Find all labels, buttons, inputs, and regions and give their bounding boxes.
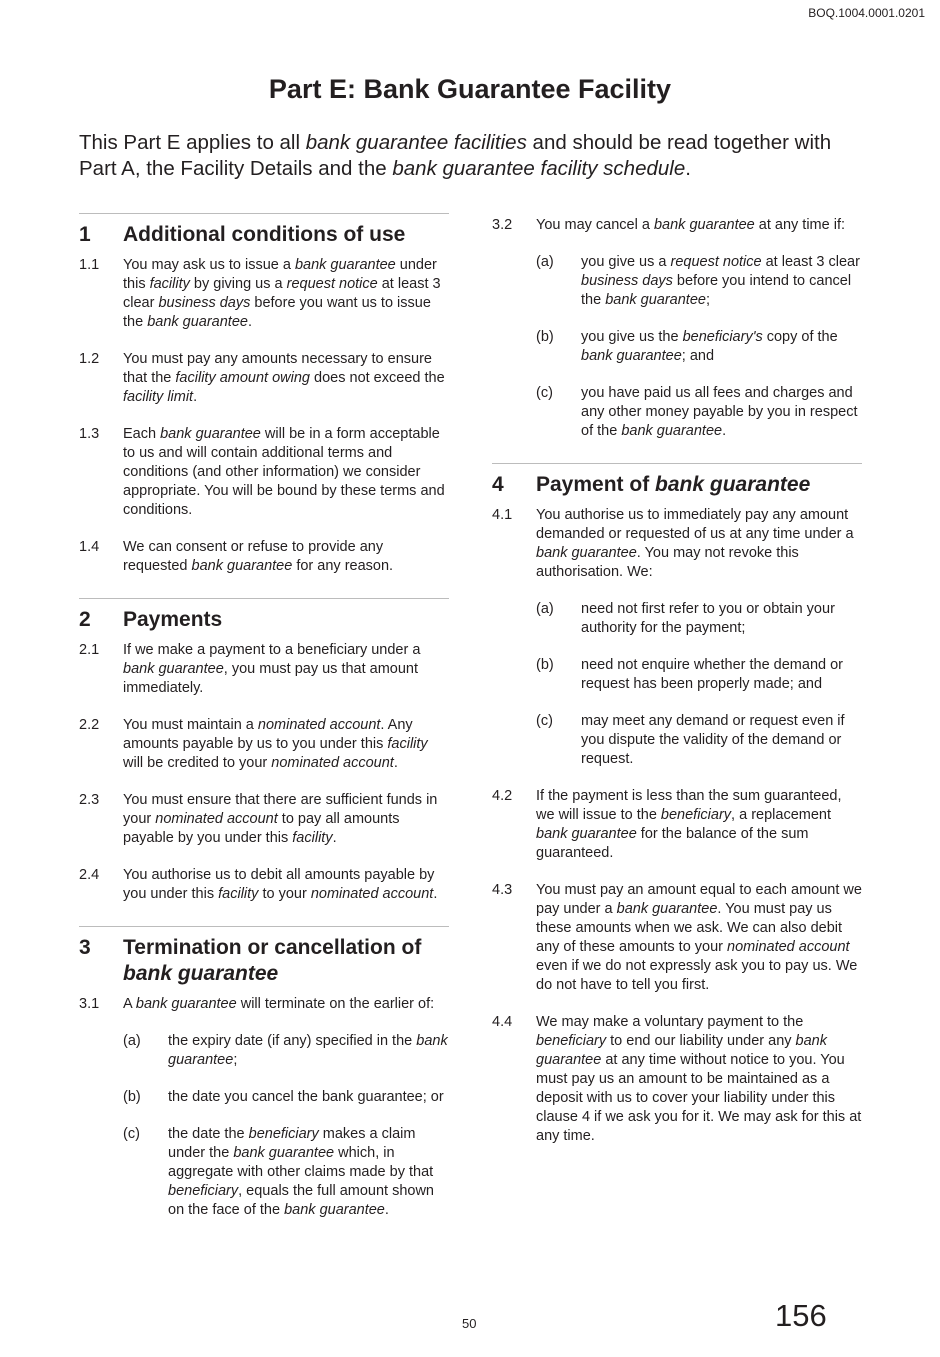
- clause-text: You authorise us to debit all amounts payable by you under this facility to your nominated account.: [123, 867, 438, 902]
- clause: [79, 716, 449, 773]
- sub-clause-label: (a): [123, 1033, 141, 1049]
- clause-body: [123, 425, 449, 520]
- right-column: [492, 216, 862, 1164]
- clause-text: You must ensure that there are sufficient funds in your nominated account to pay all amounts payable by you under this facility.: [123, 792, 438, 846]
- clause-number: 4.2: [492, 788, 513, 804]
- clause-number: 2.2: [79, 717, 100, 733]
- section-title: Additional conditions of use: [123, 223, 406, 246]
- section-heading: [79, 222, 449, 248]
- clause: [79, 350, 449, 407]
- intro-paragraph: This Part E applies to all bank guarantee facilities and should be read together with Part A, the Facility Details and the bank guarantee facility schedule.: [79, 131, 832, 180]
- clause-body: [123, 350, 449, 407]
- clause-text: You must pay an amount equal to each amount we pay under a bank guarantee. You must pay us these amounts when we ask. We can also debit any of these amounts to your nominated account even if we do not expressly ask you to pay us. We do not have to tell you first.: [536, 882, 862, 993]
- section-3: [79, 926, 449, 1220]
- clause-text: We may make a voluntary payment to the beneficiary to end our liability under any bank guarantee at any time without notice to you. You must pay us an amount to be maintained as a deposit with us to cover your liability under this clause 4 if we ask you for it. We may ask for this at any time.: [536, 1014, 862, 1144]
- document-id: BOQ.1004.0001.0201: [808, 6, 925, 20]
- clause-number: 3.2: [492, 217, 513, 233]
- sub-clause-label: (c): [536, 713, 553, 729]
- section-number: 2: [79, 608, 91, 631]
- clause-number: 4.1: [492, 507, 513, 523]
- clause: [79, 538, 449, 576]
- sub-clause: [536, 712, 862, 769]
- clause-body: [123, 995, 449, 1220]
- clause-number: 1.2: [79, 351, 100, 367]
- clause-text: You must maintain a nominated account. Any amounts payable by us to you under this facility will be credited to your nominated account.: [123, 717, 428, 771]
- sub-clause: [536, 656, 862, 694]
- clause-body: [123, 641, 449, 698]
- clause-number: 1.1: [79, 257, 100, 273]
- sub-clause-text: need not first refer to you or obtain your authority for the payment;: [581, 601, 835, 636]
- clause-text: A bank guarantee will terminate on the earlier of:: [123, 996, 435, 1012]
- clause: [79, 641, 449, 698]
- clause-number: 2.4: [79, 867, 100, 883]
- sub-clause: [536, 328, 862, 366]
- sub-clause-label: (b): [536, 329, 554, 345]
- page-title: Part E: Bank Guarantee Facility: [268, 74, 672, 104]
- clause-body: [123, 791, 449, 848]
- sub-clause-text: the expiry date (if any) specified in the bank guarantee;: [168, 1033, 448, 1068]
- clause-body: [123, 866, 449, 904]
- sub-clause-text: you give us a request notice at least 3 clear business days before you intend to cancel the bank guarantee;: [581, 254, 860, 308]
- sub-clause: [123, 1125, 449, 1220]
- section-number: 1: [79, 223, 91, 246]
- clause-number: 4.3: [492, 882, 513, 898]
- section-title: Termination or cancellation of bank guarantee: [123, 936, 422, 985]
- clause: [492, 1013, 862, 1146]
- left-column: [79, 213, 449, 1238]
- sub-clause-text: you give us the beneficiary's copy of the bank guarantee; and: [581, 329, 838, 364]
- clause-number: 1.4: [79, 539, 100, 555]
- clause-text: If we make a payment to a beneficiary under a bank guarantee, you must pay us that amount immediately.: [123, 642, 421, 696]
- section-2: [79, 598, 449, 904]
- clause-text: You authorise us to immediately pay any amount demanded or requested of us at any time under a bank guarantee. You may not revoke this authorisation. We:: [536, 507, 854, 580]
- clause-body: [123, 256, 449, 332]
- clause-text: You may ask us to issue a bank guarantee under this facility by giving us a request notice at least 3 clear business days before you want us to issue the bank guarantee.: [123, 257, 441, 330]
- clause-text: We can consent or refuse to provide any requested bank guarantee for any reason.: [123, 539, 394, 574]
- section-title: Payment of bank guarantee: [536, 473, 811, 496]
- sub-clause-label: (a): [536, 254, 554, 270]
- clause-body: [536, 506, 862, 769]
- section-heading: [79, 935, 449, 987]
- sub-clause-label: (c): [536, 385, 553, 401]
- sub-clause-label: (a): [536, 601, 554, 617]
- clause-text: Each bank guarantee will be in a form acceptable to us and will contain additional terms and conditions (and other information) we consider appropriate. You will be bound by these terms and conditions.: [123, 426, 445, 518]
- sub-clause-label: (c): [123, 1126, 140, 1142]
- clause-number: 2.3: [79, 792, 100, 808]
- clause-number: 3.1: [79, 996, 100, 1012]
- clause-text: You may cancel a bank guarantee at any time if:: [536, 217, 846, 233]
- section-heading: [79, 607, 449, 633]
- clause: [492, 506, 862, 769]
- page-number: 50: [462, 1316, 477, 1331]
- clause-text: You must pay any amounts necessary to ensure that the facility amount owing does not exceed the facility limit.: [123, 351, 445, 405]
- clause: [492, 787, 862, 863]
- section-number: 4: [492, 473, 504, 496]
- sub-clause-label: (b): [123, 1089, 141, 1105]
- section-number: 3: [79, 936, 91, 959]
- sub-clause: [123, 1088, 449, 1107]
- clause: [79, 425, 449, 520]
- clause: [492, 881, 862, 995]
- sub-clause-text: may meet any demand or request even if you dispute the validity of the demand or request.: [581, 713, 845, 767]
- clause: [79, 866, 449, 904]
- sub-clause-text: need not enquire whether the demand or request has been properly made; and: [581, 657, 843, 692]
- clause-body: [536, 1013, 862, 1146]
- stamp-number: 156: [775, 1298, 827, 1333]
- sub-clause: [536, 253, 862, 310]
- clause: [79, 256, 449, 332]
- sub-clause: [123, 1032, 449, 1070]
- clause-number: 2.1: [79, 642, 100, 658]
- clause-body: [536, 881, 862, 995]
- clause-body: [536, 216, 862, 441]
- clause: [79, 791, 449, 848]
- clause-text: If the payment is less than the sum guaranteed, we will issue to the beneficiary, a replacement bank guarantee for the balance of the sum guaranteed.: [536, 788, 842, 861]
- section-4: [492, 463, 862, 1146]
- sub-clause-label: (b): [536, 657, 554, 673]
- clause-number: 1.3: [79, 426, 100, 442]
- section-heading: [492, 472, 862, 498]
- section-title: Payments: [123, 608, 223, 631]
- clause-body: [123, 716, 449, 773]
- sub-clause: [536, 384, 862, 441]
- sub-clause-text: you have paid us all fees and charges and any other money payable by you in respect of the bank guarantee.: [581, 385, 858, 439]
- sub-clause-text: the date the beneficiary makes a claim under the bank guarantee which, in aggregate with other claims made by that beneficiary, equals the full amount shown on the face of the bank guarantee.: [168, 1126, 434, 1218]
- clause: [492, 216, 862, 441]
- clause: [79, 995, 449, 1220]
- sub-clause: [536, 600, 862, 638]
- clause-number: 4.4: [492, 1014, 513, 1030]
- clause-body: [536, 787, 862, 863]
- clause-body: [123, 538, 449, 576]
- section-1: [79, 213, 449, 576]
- sub-clause-text: the date you cancel the bank guarantee; or: [168, 1089, 444, 1105]
